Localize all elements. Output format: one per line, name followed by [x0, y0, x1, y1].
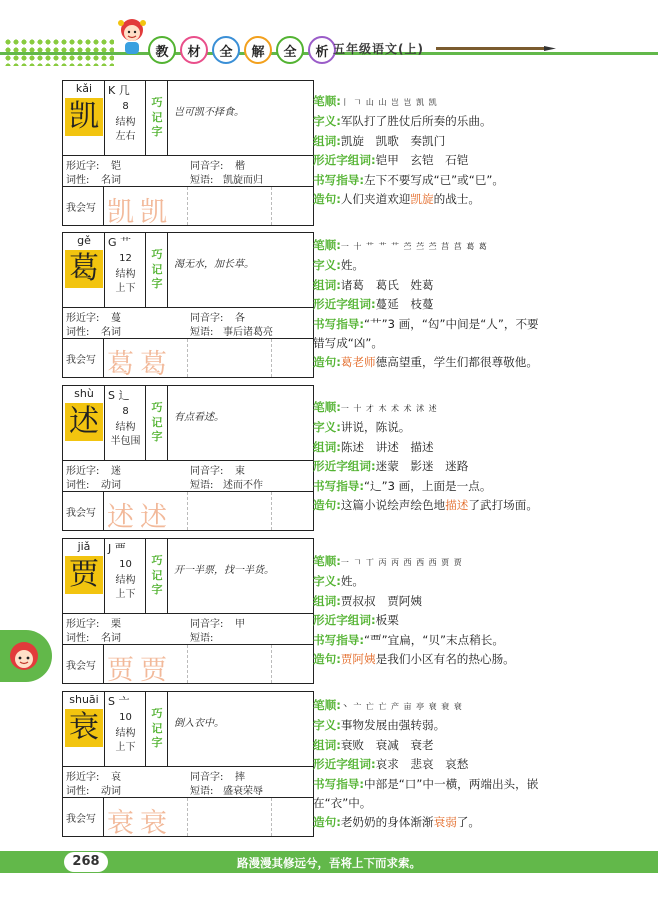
qiaoji-char: 记	[151, 415, 163, 429]
practice-label: 我会写	[66, 661, 96, 672]
qiaoji-char: 字	[151, 736, 163, 750]
character-card	[62, 232, 314, 378]
example-sentence	[313, 190, 653, 209]
structure-label: 结构	[115, 422, 136, 433]
duanyu-value: 事后诸葛亮	[223, 327, 273, 338]
char-info	[104, 539, 146, 613]
qiaoji-char: 记	[151, 721, 163, 735]
similar-words-text: 蔓延 枝蔓	[375, 297, 434, 312]
qiaoji-char: 巧	[151, 553, 163, 567]
character-card	[62, 538, 314, 684]
stroke-order	[313, 92, 653, 112]
xingjin-label: 形近字:	[66, 161, 100, 172]
sentence-pre: 人们夹道欢迎	[340, 192, 411, 207]
word-group-text: 诸葛 葛氏 姓葛	[340, 277, 434, 292]
similar-words-label: 形近字组词:	[313, 297, 376, 312]
title-char: 全	[212, 36, 240, 64]
meaning-label: 字义:	[313, 718, 341, 733]
xingjin-value: 铠	[111, 161, 121, 172]
similar-words-text: 迷蒙 影迷 迷路	[375, 459, 469, 474]
qiaoji-char: 记	[151, 110, 163, 124]
title-char: 材	[180, 36, 208, 64]
qiaoji-char: 记	[151, 262, 163, 276]
title-char: 教	[148, 36, 176, 64]
cixing-value: 动词	[101, 786, 121, 797]
explanation-block	[313, 236, 653, 373]
tracing-characters: 凯凯	[107, 197, 173, 228]
cixing-label: 词性:	[66, 480, 90, 491]
similar-words-text: 铠甲 玄铠 石铠	[375, 153, 469, 168]
duanyu-value: 盛衰荣辱	[223, 786, 263, 797]
xingjin-label: 形近字:	[66, 619, 100, 630]
qiaoji-char: 字	[151, 583, 163, 597]
word-group-text: 陈述 讲述 描述	[340, 439, 434, 454]
tracing-characters: 贾贾	[107, 655, 173, 686]
book-title	[148, 36, 336, 64]
mnemonic-text: 岂可凯不择食。	[174, 107, 244, 118]
structure-value: 上下	[115, 589, 136, 600]
page-number: 268	[64, 852, 108, 872]
duanyu-value: 述而不作	[223, 480, 263, 491]
mascot-girl-icon	[112, 14, 152, 58]
explanation-block	[313, 696, 653, 833]
tracing-characters: 葛葛	[107, 349, 173, 380]
mnemonic-box	[167, 386, 313, 460]
cixing-value: 动词	[101, 480, 121, 491]
qiaoji-char: 字	[151, 430, 163, 444]
example-sentence-label: 造句:	[313, 498, 341, 513]
char-info	[104, 81, 146, 155]
example-sentence-label: 造句:	[313, 652, 341, 667]
writing-guide-text: 错写成“凶”。	[313, 336, 383, 351]
writing-guide-text: “艹”3 画，“匃”中间是“人”，不要	[364, 316, 539, 331]
mnemonic-text: 渴无水，加长草。	[174, 259, 254, 270]
qiaoji-char: 字	[151, 125, 163, 139]
writing-guide	[313, 631, 653, 650]
char-info	[104, 692, 146, 766]
divider	[103, 187, 104, 225]
mnemonic-box	[167, 539, 313, 613]
mascot-face-icon	[0, 630, 52, 682]
structure-value: 上下	[115, 283, 136, 294]
writing-guide-text: 在“衣”中。	[313, 796, 372, 811]
tongyin-label: 同音字:	[190, 466, 224, 477]
stroke-order	[313, 552, 653, 572]
meaning-text: 姓。	[340, 574, 365, 589]
mnemonic-box	[167, 81, 313, 155]
grid-guide	[271, 798, 273, 836]
radical: J 覀	[108, 542, 126, 555]
similar-words	[313, 611, 653, 630]
word-group-text: 衰败 衰减 衰老	[340, 737, 434, 752]
meaning-label: 字义:	[313, 420, 341, 435]
character-card	[62, 691, 314, 837]
example-sentence-label: 造句:	[313, 815, 341, 830]
tracing-characters: 衰衰	[107, 808, 173, 839]
qiaoji-char: 巧	[151, 706, 163, 720]
pencil-icon	[436, 46, 556, 51]
radical: G 艹	[108, 236, 132, 249]
character-card	[62, 385, 314, 531]
similar-words-text: 板栗	[375, 613, 399, 628]
stroke-order-glyphs: 丶 亠 亡 亡 产 亩 亭 衰 衰 衰	[340, 702, 463, 711]
stroke-count: 10	[119, 712, 132, 723]
writing-guide-label: 书写指导:	[313, 776, 365, 791]
tracing-characters: 述述	[107, 502, 173, 533]
word-group-label: 组词:	[313, 737, 341, 752]
practice-label: 我会写	[66, 508, 96, 519]
structure-value: 上下	[115, 742, 136, 753]
writing-guide	[313, 775, 653, 814]
sentence-highlight: 贾阿姨	[340, 652, 376, 667]
word-group	[313, 276, 653, 295]
writing-guide-text: 左下不要写成“已”或“巳”。	[364, 172, 504, 187]
example-sentence	[313, 496, 653, 515]
meaning-label: 字义:	[313, 258, 341, 273]
divider	[103, 798, 104, 836]
mnemonic-text: 开一半票，找一半货。	[174, 565, 274, 576]
main-character: 凯	[65, 98, 103, 136]
tongyin-label: 同音字:	[190, 161, 224, 172]
tongyin-label: 同音字:	[190, 619, 224, 630]
cixing-value: 名词	[101, 327, 121, 338]
duanyu-label: 短语:	[190, 633, 214, 644]
duanyu-value: 凯旋而归	[223, 175, 263, 186]
radical: S 亠	[108, 695, 130, 708]
sentence-post: 了。	[456, 815, 480, 830]
duanyu-label: 短语:	[190, 480, 214, 491]
divider	[103, 645, 104, 683]
mnemonic-text: 有点看述。	[174, 412, 224, 423]
word-group-label: 组词:	[313, 593, 341, 608]
example-sentence-label: 造句:	[313, 355, 341, 370]
footer-motto: 路漫漫其修远兮，吾将上下而求索。	[237, 856, 421, 870]
qiaoji-char: 巧	[151, 400, 163, 414]
title-char: 析	[308, 36, 336, 64]
writing-guide-text: 中部是“口”中一横，两端出头，嵌	[364, 776, 539, 791]
similar-words-label: 形近字组词:	[313, 613, 376, 628]
writing-guide	[313, 171, 653, 190]
cixing-label: 词性:	[66, 633, 90, 644]
tongyin-label: 同音字:	[190, 313, 224, 324]
tongyin-value: 束	[235, 466, 245, 477]
stroke-count: 12	[119, 253, 132, 264]
example-sentence	[313, 353, 653, 372]
writing-guide	[313, 315, 653, 354]
cixing-value: 名词	[101, 175, 121, 186]
cixing-label: 词性:	[66, 327, 90, 338]
meaning-text: 讲说，陈说。	[340, 420, 411, 435]
tongyin-value: 甲	[235, 619, 245, 630]
tongyin-value: 各	[235, 313, 245, 324]
structure-label: 结构	[115, 269, 136, 280]
qiaoji-char: 记	[151, 568, 163, 582]
explanation-block	[313, 92, 653, 209]
stroke-count: 10	[119, 559, 132, 570]
stroke-order	[313, 398, 653, 418]
mnemonic-box	[167, 233, 313, 307]
grid-guide	[187, 339, 189, 377]
pinyin: jiǎ	[77, 540, 91, 553]
similar-words	[313, 151, 653, 170]
meaning	[313, 572, 653, 591]
xingjin-value: 迷	[111, 466, 121, 477]
pinyin: shù	[74, 387, 94, 400]
sentence-post: 的战士。	[433, 192, 480, 207]
tongyin-label: 同音字:	[190, 772, 224, 783]
duanyu-label: 短语:	[190, 175, 214, 186]
grid-guide	[271, 492, 273, 530]
example-sentence	[313, 813, 653, 832]
word-group-label: 组词:	[313, 133, 341, 148]
structure-value: 左右	[115, 131, 136, 142]
meaning	[313, 112, 653, 131]
divider	[103, 492, 104, 530]
word-group-label: 组词:	[313, 277, 341, 292]
qiaoji-label	[145, 539, 168, 613]
structure-label: 结构	[115, 117, 136, 128]
sentence-highlight: 衰弱	[433, 815, 457, 830]
sentence-post: 是我们小区有名的热心肠。	[375, 652, 515, 667]
main-character: 衰	[65, 709, 103, 747]
qiaoji-label	[145, 692, 168, 766]
stroke-order-label: 笔顺:	[313, 94, 341, 108]
practice-label: 我会写	[66, 203, 96, 214]
xingjin-label: 形近字:	[66, 466, 100, 477]
pinyin: kǎi	[75, 82, 93, 95]
main-character: 葛	[65, 250, 103, 288]
structure-label: 结构	[115, 575, 136, 586]
sentence-pre: 老奶奶的身体渐渐	[340, 815, 434, 830]
radical: S 辶	[108, 389, 130, 402]
radical: K 几	[108, 84, 130, 97]
sentence-highlight: 描述	[445, 498, 469, 513]
title-char: 全	[276, 36, 304, 64]
duanyu-label: 短语:	[190, 786, 214, 797]
stroke-count: 8	[122, 101, 129, 112]
similar-words-label: 形近字组词:	[313, 459, 376, 474]
pinyin: shuāi	[69, 693, 99, 706]
tongyin-value: 摔	[235, 772, 245, 783]
meaning	[313, 716, 653, 735]
qiaoji-char: 巧	[151, 247, 163, 261]
writing-guide-text: “辶”3 画，上面是一点。	[364, 478, 492, 493]
stroke-order-glyphs: 丨 𠃍 山 山 岂 岂 凯 凯	[340, 98, 438, 107]
example-sentence-label: 造句:	[313, 192, 341, 207]
grid-guide	[187, 492, 189, 530]
meaning	[313, 256, 653, 275]
meaning-label: 字义:	[313, 114, 341, 129]
stroke-order-glyphs: 一 十 才 木 术 术 沭 述	[340, 404, 438, 413]
explanation-block	[313, 552, 653, 669]
xingjin-label: 形近字:	[66, 772, 100, 783]
grid-guide	[271, 645, 273, 683]
grid-guide	[187, 645, 189, 683]
xingjin-label: 形近字:	[66, 313, 100, 324]
cixing-label: 词性:	[66, 175, 90, 186]
meaning-text: 姓。	[340, 258, 365, 273]
word-group-label: 组词:	[313, 439, 341, 454]
writing-guide-label: 书写指导:	[313, 316, 365, 331]
word-group	[313, 438, 653, 457]
stroke-order-glyphs: 一 十 艹 艹 艹 苎 苎 苎 莒 莒 葛 葛	[340, 242, 488, 251]
writing-guide	[313, 477, 653, 496]
explanation-block	[313, 398, 653, 515]
word-group	[313, 132, 653, 151]
tongyin-value: 楷	[235, 161, 245, 172]
stroke-order-label: 笔顺:	[313, 554, 341, 568]
stroke-order	[313, 696, 653, 716]
qiaoji-char: 字	[151, 277, 163, 291]
cixing-value: 名词	[101, 633, 121, 644]
meaning-text: 事物发展由强转弱。	[340, 718, 446, 733]
sentence-post: 德高望重，学生们都很尊敬他。	[375, 355, 538, 370]
main-character: 述	[65, 403, 103, 441]
qiaoji-label	[145, 81, 168, 155]
duanyu-label: 短语:	[190, 327, 214, 338]
meaning	[313, 418, 653, 437]
grid-guide	[187, 798, 189, 836]
stroke-count: 8	[122, 406, 129, 417]
grid-guide	[271, 187, 273, 225]
character-card	[62, 80, 314, 226]
char-info	[104, 233, 146, 307]
sentence-post: 了武打场面。	[468, 498, 538, 513]
practice-label: 我会写	[66, 814, 96, 825]
stroke-order-label: 笔顺:	[313, 698, 341, 712]
structure-value: 半包围	[110, 436, 141, 447]
side-mascot-tab	[0, 630, 52, 682]
grid-guide	[271, 339, 273, 377]
mnemonic-box	[167, 692, 313, 766]
practice-label: 我会写	[66, 355, 96, 366]
mnemonic-text: 倒入衣中。	[174, 718, 224, 729]
stroke-order-label: 笔顺:	[313, 400, 341, 414]
divider	[103, 339, 104, 377]
qiaoji-label	[145, 233, 168, 307]
word-group	[313, 592, 653, 611]
similar-words	[313, 755, 653, 774]
similar-words-label: 形近字组词:	[313, 153, 376, 168]
structure-label: 结构	[115, 728, 136, 739]
writing-guide-label: 书写指导:	[313, 632, 365, 647]
xingjin-value: 哀	[111, 772, 121, 783]
pinyin: gě	[77, 234, 91, 247]
writing-guide-label: 书写指导:	[313, 172, 365, 187]
qiaoji-char: 巧	[151, 95, 163, 109]
grid-guide	[187, 187, 189, 225]
writing-guide-text: “覀”宜扁，“贝”末点稍长。	[364, 632, 504, 647]
stroke-order-glyphs: 一 𠃍 丅 丙 丙 西 西 西 贾 贾	[340, 558, 463, 567]
similar-words-text: 哀求 悲哀 哀愁	[375, 757, 469, 772]
cixing-label: 词性:	[66, 786, 90, 797]
stroke-order	[313, 236, 653, 256]
char-info	[104, 386, 146, 460]
word-group	[313, 736, 653, 755]
similar-words	[313, 457, 653, 476]
title-char: 解	[244, 36, 272, 64]
sentence-pre: 这篇小说绘声绘色地	[340, 498, 446, 513]
similar-words-label: 形近字组词:	[313, 757, 376, 772]
writing-guide-label: 书写指导:	[313, 478, 365, 493]
word-group-text: 贾叔叔 贾阿姨	[340, 593, 422, 608]
grade-label: 五年级语文(上)	[333, 42, 424, 56]
word-group-text: 凯旋 凯歌 奏凯门	[340, 133, 446, 148]
qiaoji-label	[145, 386, 168, 460]
stroke-order-label: 笔顺:	[313, 238, 341, 252]
meaning-text: 军队打了胜仗后所奏的乐曲。	[340, 114, 492, 129]
main-character: 贾	[65, 556, 103, 594]
sentence-highlight: 凯旋	[410, 192, 434, 207]
sentence-highlight: 葛老师	[340, 355, 376, 370]
example-sentence	[313, 650, 653, 669]
xingjin-value: 栗	[111, 619, 121, 630]
meaning-label: 字义:	[313, 574, 341, 589]
similar-words	[313, 295, 653, 314]
xingjin-value: 蔓	[111, 313, 121, 324]
